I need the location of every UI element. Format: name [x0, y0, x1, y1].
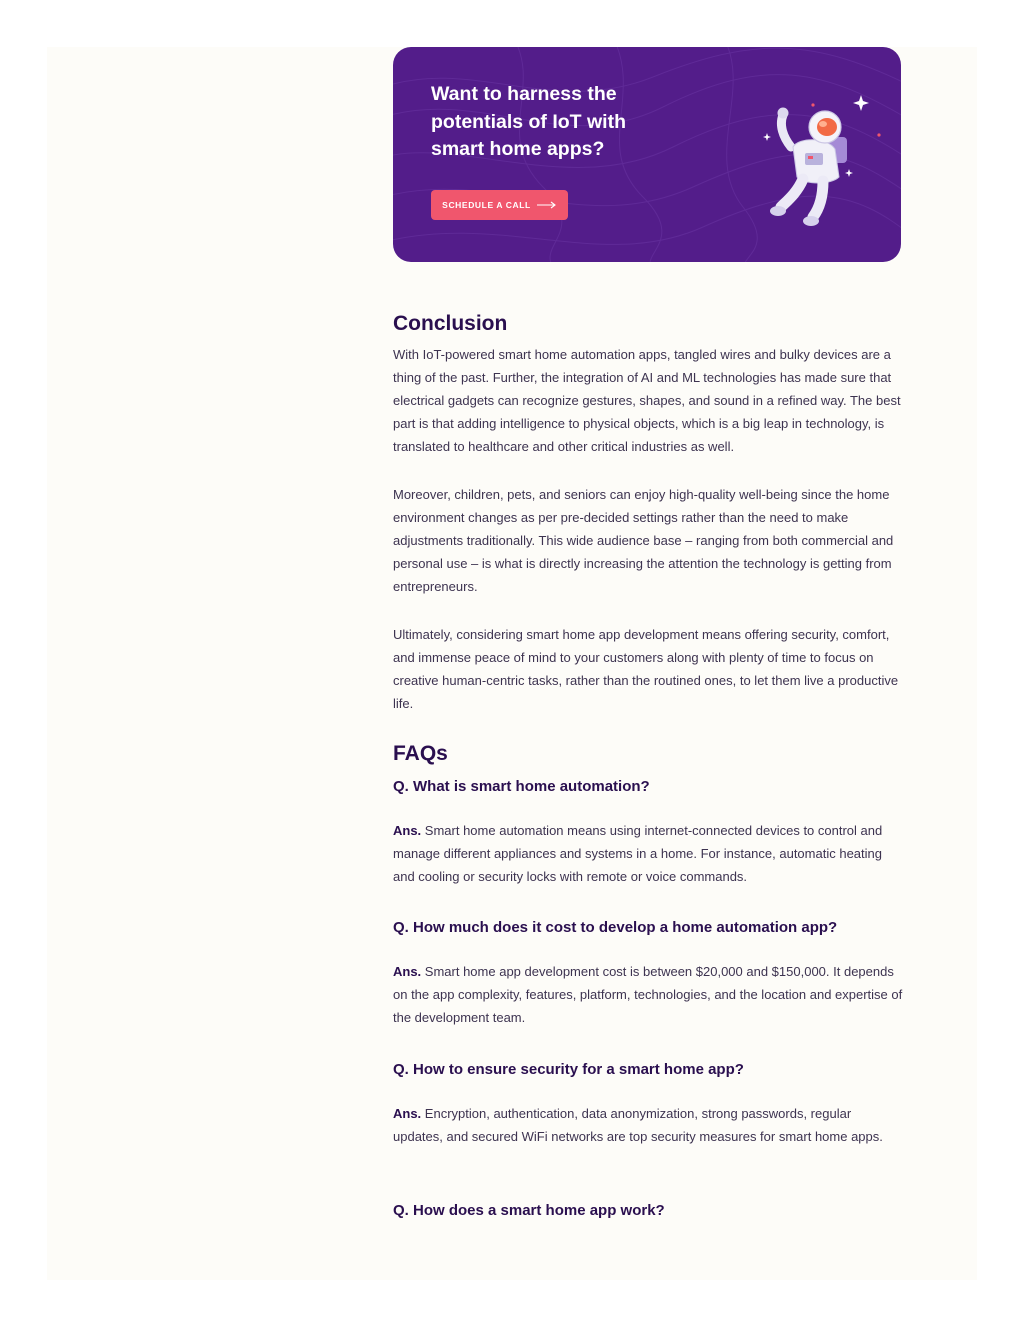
faq-question: Q. How does a smart home app work?: [393, 1202, 665, 1219]
answer-label: Ans.: [393, 964, 422, 979]
sparkle-icon: [853, 95, 869, 111]
answer-label: Ans.: [393, 823, 422, 838]
conclusion-heading: Conclusion: [393, 312, 508, 335]
conclusion-paragraph: Moreover, children, pets, and seniors can enjoy high-quality well-being since the home environment changes as per pre-decided settings rather than the need to make adjustments traditionally. This wide audience base – ranging from both commercial and personal use – is what is directly increasing the attention the technology is getting from entrepreneurs.: [393, 487, 894, 594]
faq-question: Q. What is smart home automation?: [393, 778, 650, 795]
faq-answer-text: Smart home app development cost is between $20,000 and $150,000. It depends on the app complexity, features, platform, technologies, and the location and expertise of the development team.: [393, 964, 903, 1025]
faq-answer: [393, 1102, 903, 1148]
sparkle-icon: [845, 169, 853, 177]
answer-label: Ans.: [393, 1106, 422, 1121]
faqs-heading: FAQs: [393, 742, 448, 765]
schedule-call-button[interactable]: [431, 190, 568, 220]
faq-answer-text: Smart home automation means using internet-connected devices to control and manage different appliances and systems in a home. For instance, automatic heating and cooling or security locks with remote or voice commands.: [393, 823, 883, 884]
faq-question: Q. How much does it cost to develop a home automation app?: [393, 919, 838, 936]
cta-banner: [393, 47, 901, 262]
astronaut-illustration: [761, 89, 886, 229]
cta-title: Want to harness the potentials of IoT with smart home apps?: [431, 83, 626, 160]
conclusion-paragraph: Ultimately, considering smart home app development means offering security, comfort, and immense peace of mind to your customers along with plenty of time to focus on creative human-centric tasks, rather than the routined ones, to let them live a productive life.: [393, 627, 899, 711]
article-content: [393, 47, 903, 1219]
faq-answer-text: Encryption, authentication, data anonymization, strong passwords, regular updates, and secured WiFi networks are top security measures for smart home apps.: [393, 1106, 883, 1144]
arrow-right-icon: [537, 201, 557, 209]
faq-answer: [393, 960, 903, 1029]
sparkle-icon: [763, 133, 771, 141]
schedule-call-label: SCHEDULE A CALL: [442, 200, 531, 210]
conclusion-paragraph: With IoT-powered smart home automation apps, tangled wires and bulky devices are a thing of the past. Further, the integration of AI and ML technologies has made sure that electrical gadgets can recognize gestures, shapes, and sound in a refined way. The best part is that adding intelligence to physical objects, which is a big leap in technology, is translated to healthcare and other critical industries as well.: [393, 347, 901, 454]
faq-answer: [393, 819, 903, 888]
faq-question: Q. How to ensure security for a smart home app?: [393, 1061, 744, 1078]
